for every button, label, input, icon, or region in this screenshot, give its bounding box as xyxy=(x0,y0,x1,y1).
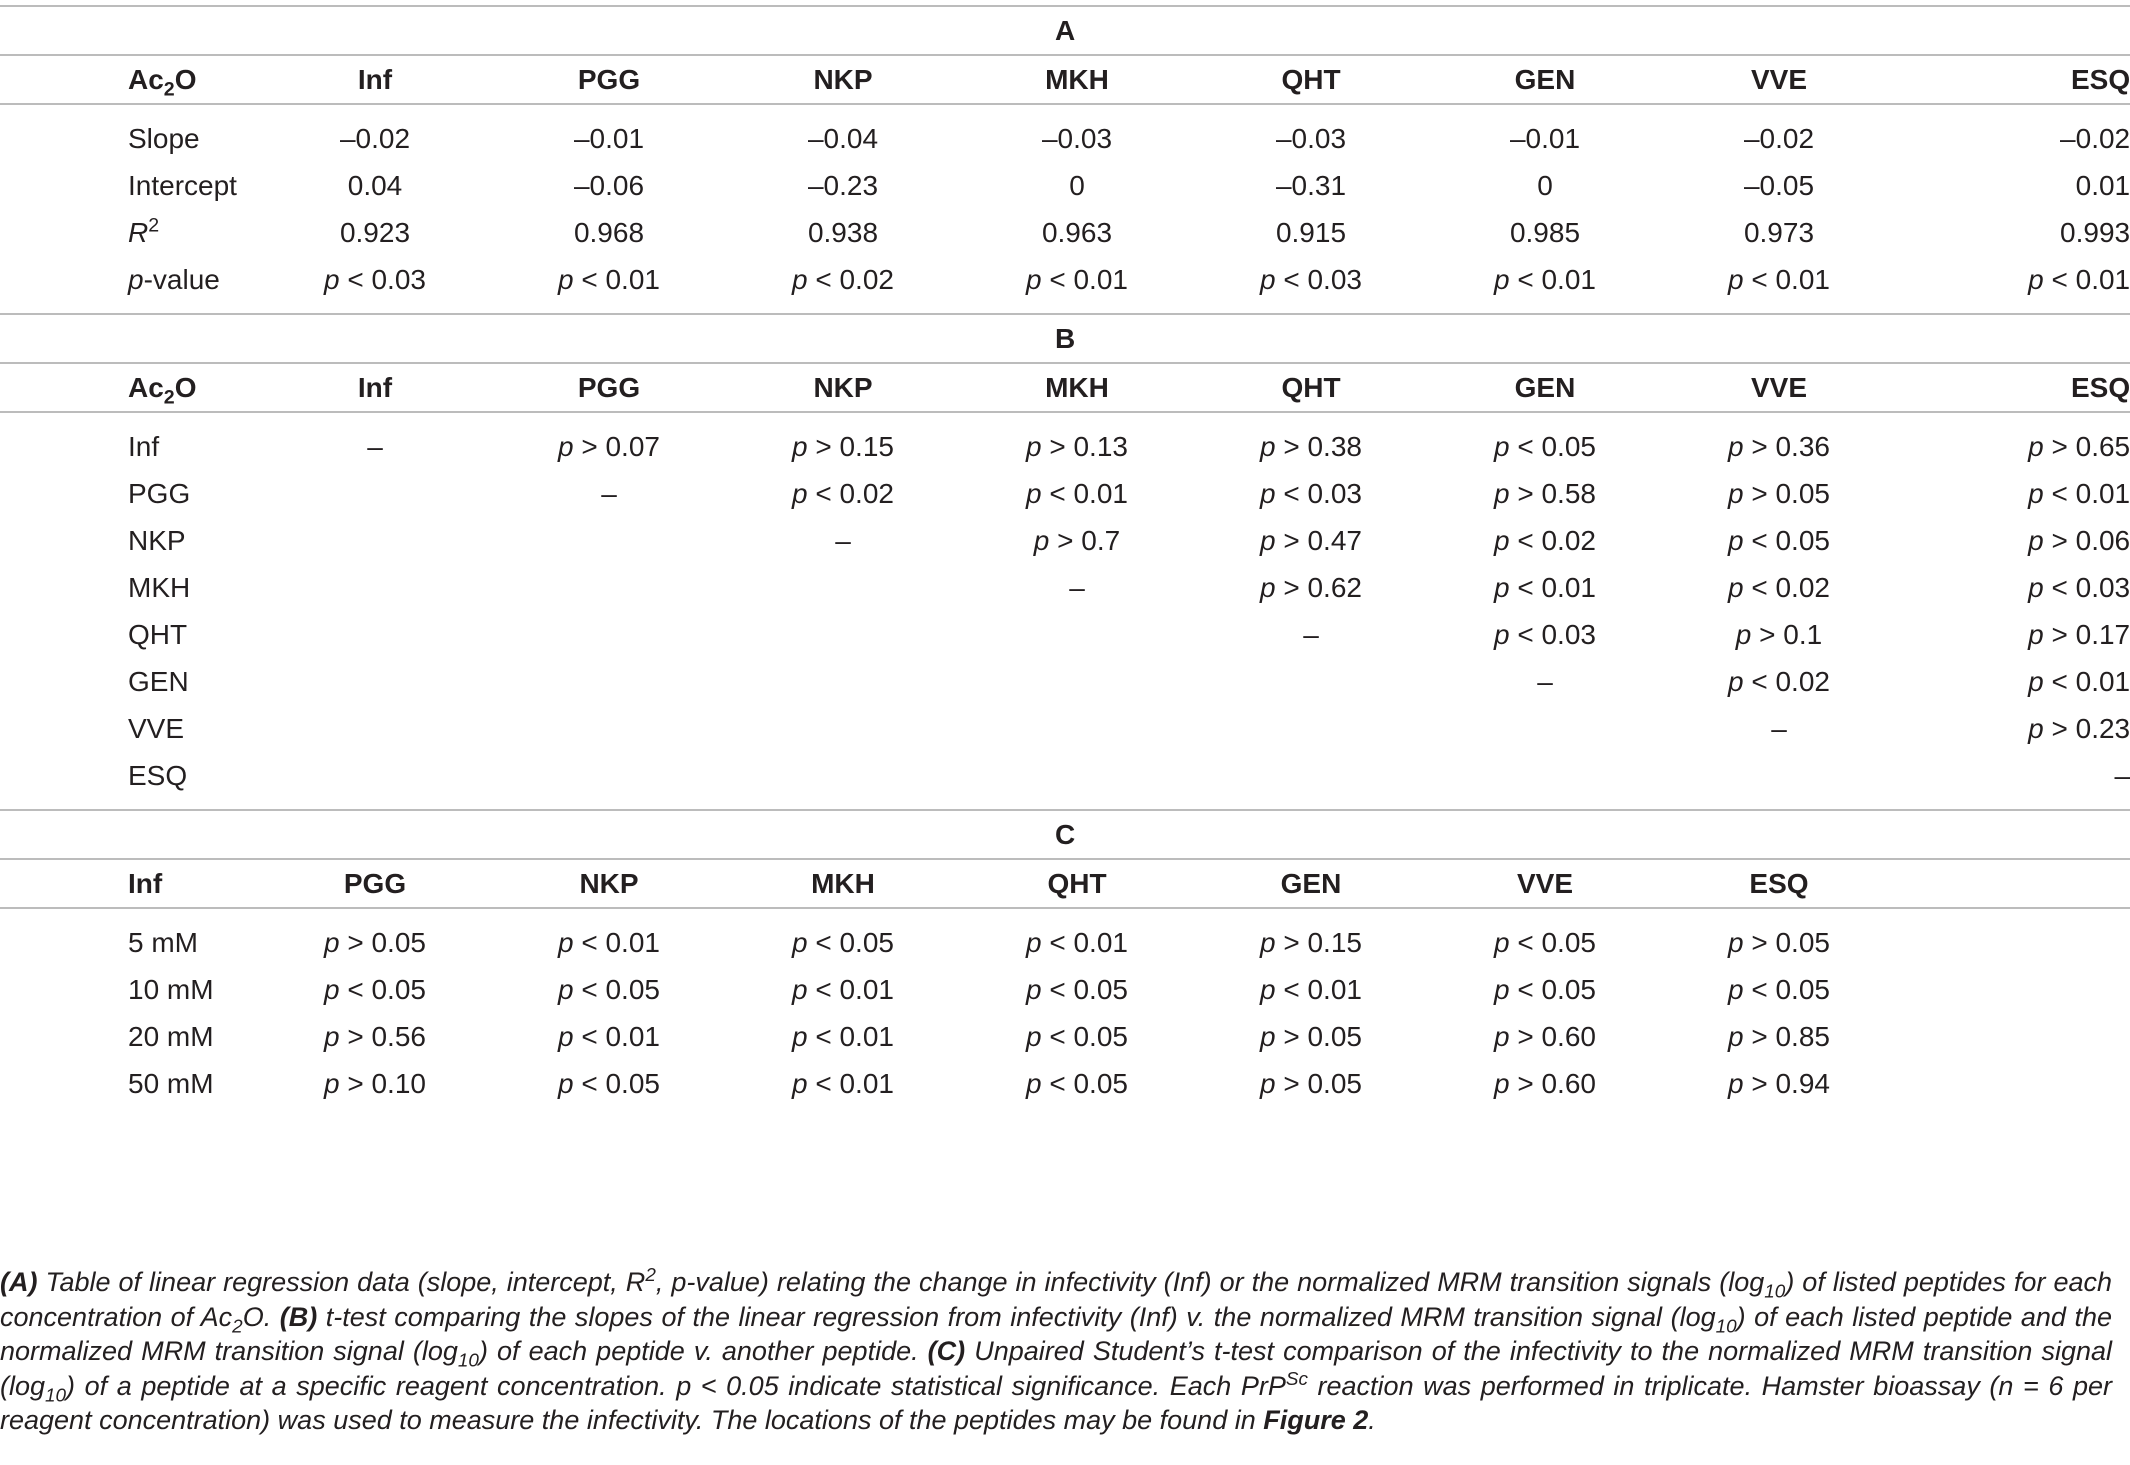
table-cell: p > 0.36 xyxy=(1728,430,1830,462)
header-row xyxy=(0,859,2130,908)
table-cell: p < 0.01 xyxy=(1494,571,1596,603)
caption-b-tag: (B) xyxy=(279,1301,318,1332)
table-cell: p > 0.05 xyxy=(1728,477,1830,509)
table-cell: 0.938 xyxy=(807,216,879,248)
table-cell xyxy=(726,705,960,752)
table-cell: –0.06 xyxy=(573,169,645,201)
table-cell: p > 0.47 xyxy=(1260,524,1362,556)
table-cell: p < 0.03 xyxy=(1260,477,1362,509)
header-row xyxy=(0,363,2130,412)
table-cell xyxy=(258,470,492,517)
table-cell: p < 0.01 xyxy=(1026,263,1128,295)
table-row xyxy=(0,256,2130,314)
table-cell xyxy=(492,611,726,658)
table-cell: – xyxy=(367,430,383,462)
table-cell: p < 0.01 xyxy=(2028,665,2130,697)
table-cell xyxy=(960,611,1194,658)
table-cell: –0.01 xyxy=(573,122,645,154)
table-row xyxy=(0,162,2130,209)
table-row xyxy=(0,908,2130,966)
table-cell: 0.01 xyxy=(2075,169,2130,201)
column-header: QHT xyxy=(960,859,1194,908)
column-header: NKP xyxy=(726,363,960,412)
table-cell xyxy=(960,752,1194,810)
table-cell: 0.973 xyxy=(1743,216,1815,248)
column-header: QHT xyxy=(1194,363,1428,412)
table-cell: p > 0.60 xyxy=(1494,1020,1596,1052)
table-cell: p < 0.01 xyxy=(2028,263,2130,295)
row-label: MKH xyxy=(128,571,191,603)
table-cell: p > 0.23 xyxy=(2028,712,2130,744)
table-cell: p < 0.03 xyxy=(324,263,426,295)
table-cell xyxy=(1896,908,2130,966)
table-cell: –0.02 xyxy=(2060,122,2130,154)
table-cell: 0.923 xyxy=(339,216,411,248)
table-cell: p < 0.02 xyxy=(792,477,894,509)
table-cell: p < 0.01 xyxy=(1260,973,1362,1005)
statistics-table xyxy=(0,5,2130,1117)
table-caption xyxy=(0,1265,2112,1438)
row-label: Inf xyxy=(128,430,160,462)
table-cell xyxy=(258,705,492,752)
table-cell: p < 0.05 xyxy=(324,973,426,1005)
column-header: PGG xyxy=(492,55,726,104)
column-header: NKP xyxy=(492,859,726,908)
table-cell: p < 0.02 xyxy=(792,263,894,295)
row-label: 50 mM xyxy=(128,1067,214,1099)
table-cell: p < 0.05 xyxy=(1728,524,1830,556)
table-cell: –0.03 xyxy=(1041,122,1113,154)
table-cell: p < 0.05 xyxy=(1494,430,1596,462)
table-cell xyxy=(258,658,492,705)
table-cell xyxy=(726,658,960,705)
table-row xyxy=(0,470,2130,517)
table-row xyxy=(0,412,2130,470)
table-cell: 0 xyxy=(1537,169,1553,201)
table-cell: – xyxy=(1303,618,1319,650)
table-row xyxy=(0,705,2130,752)
column-header: VVE xyxy=(1662,55,1896,104)
table-cell: p > 0.06 xyxy=(2028,524,2130,556)
table-cell xyxy=(726,752,960,810)
table-cell: 0.985 xyxy=(1509,216,1581,248)
table-cell: p < 0.05 xyxy=(1494,973,1596,1005)
table-cell: –0.05 xyxy=(1743,169,1815,201)
column-header: NKP xyxy=(726,55,960,104)
column-header: MKH xyxy=(960,363,1194,412)
caption-c-text: Unpaired Student’s t-test comparison of the infectivity to the normalized MRM transition signal $(\log_{10})$ of a peptide at a specific reagent concentration. p < 0.05 indicate statistical significance. Each PrP$^{Sc}$ reaction was performed in triplicate. Hamster bioassay (n = 6 per reagent concentration) was used to measure the infectivity. The locations of the peptides may be found in xyxy=(0,1336,2112,1435)
column-header: Inf xyxy=(258,363,492,412)
table-cell: p < 0.01 xyxy=(1728,263,1830,295)
table-row xyxy=(0,564,2130,611)
table-cell: p < 0.05 xyxy=(792,926,894,958)
table-cell: – xyxy=(1771,712,1787,744)
table-cell: p < 0.01 xyxy=(558,926,660,958)
column-header xyxy=(1896,859,2130,908)
table-cell: p < 0.03 xyxy=(1494,618,1596,650)
table-cell xyxy=(258,752,492,810)
row-label: $R^2$ xyxy=(128,214,160,248)
column-header: MKH xyxy=(726,859,960,908)
table-row xyxy=(0,209,2130,256)
row-label: PGG xyxy=(128,477,191,509)
table-row xyxy=(0,1060,2130,1117)
table-cell: 0.963 xyxy=(1041,216,1113,248)
column-header: ESQ xyxy=(1662,859,1896,908)
table-cell: –0.03 xyxy=(1275,122,1347,154)
row-label: GEN xyxy=(128,665,189,697)
table-row xyxy=(0,966,2130,1013)
table-cell xyxy=(960,705,1194,752)
caption-b-text: t-test comparing the slopes of the linear regression from infectivity (Inf) v. the normalized MRM transition signal $(\log_{10})$ of each listed peptide and the normalized MRM transition signal $(\log_{10})$ of each peptide v. another peptide. xyxy=(0,1301,2112,1372)
table-cell: p > 0.62 xyxy=(1260,571,1362,603)
column-header: GEN xyxy=(1428,55,1662,104)
column-header: MKH xyxy=(960,55,1194,104)
column-header: QHT xyxy=(1194,55,1428,104)
table-cell xyxy=(492,564,726,611)
column-header: PGG xyxy=(258,859,492,908)
table-cell: p > 0.56 xyxy=(324,1020,426,1052)
table-cell: –0.04 xyxy=(807,122,879,154)
table-cell: p < 0.05 xyxy=(1026,1067,1128,1099)
section-label: B xyxy=(0,314,2130,363)
table-cell: p > 0.15 xyxy=(1260,926,1362,958)
table-cell: p < 0.02 xyxy=(1728,571,1830,603)
section-label: C xyxy=(0,810,2130,859)
table-cell: –0.02 xyxy=(339,122,411,154)
column-header: VVE xyxy=(1428,859,1662,908)
table-row xyxy=(0,104,2130,162)
table-cell: p < 0.03 xyxy=(1260,263,1362,295)
header-row xyxy=(0,55,2130,104)
table-cell: p < 0.05 xyxy=(1026,973,1128,1005)
table-cell: p > 0.65 xyxy=(2028,430,2130,462)
column-header: Inf xyxy=(258,55,492,104)
table-cell: p > 0.85 xyxy=(1728,1020,1830,1052)
section-row-section_a xyxy=(0,6,2130,55)
column-header: $Ac_2O$ xyxy=(0,55,258,104)
table-cell: p > 0.58 xyxy=(1494,477,1596,509)
table-row xyxy=(0,658,2130,705)
row-label: 5 mM xyxy=(128,926,198,958)
table-cell: p < 0.01 xyxy=(792,1067,894,1099)
table-cell: – xyxy=(835,524,851,556)
table-cell: 0.968 xyxy=(573,216,645,248)
table-cell: p > 0.94 xyxy=(1728,1067,1830,1099)
table-cell: p < 0.02 xyxy=(1494,524,1596,556)
table-cell xyxy=(492,658,726,705)
caption-a-text: Table of linear regression data (slope, intercept, $R^2$, p-value) relating the change in infectivity (Inf) or the normalized MRM transition signals $(\log_{10})$ of listed peptides for each concentration of $Ac_2O$. xyxy=(0,1265,2112,1337)
section-label: A xyxy=(0,6,2130,55)
table-cell: p > 0.05 xyxy=(1260,1020,1362,1052)
table-cell: –0.31 xyxy=(1275,169,1347,201)
table-body xyxy=(0,6,2130,1117)
table-cell: p < 0.02 xyxy=(1728,665,1830,697)
table-cell: p > 0.07 xyxy=(558,430,660,462)
table-cell: – xyxy=(2114,759,2130,791)
table-row xyxy=(0,517,2130,564)
table-cell: –0.02 xyxy=(1743,122,1815,154)
table-cell: p < 0.05 xyxy=(1494,926,1596,958)
section-row-section_b xyxy=(0,314,2130,363)
table-cell xyxy=(492,752,726,810)
row-label: VVE xyxy=(128,712,185,744)
table-cell: – xyxy=(601,477,617,509)
table-cell: 0.04 xyxy=(347,169,403,201)
table-cell xyxy=(492,517,726,564)
table-cell: p > 0.05 xyxy=(1728,926,1830,958)
table-cell: p < 0.05 xyxy=(558,1067,660,1099)
row-label: p-value xyxy=(128,263,220,295)
table-cell xyxy=(726,564,960,611)
row-label: 10 mM xyxy=(128,973,214,1005)
section-row-section_c xyxy=(0,810,2130,859)
table-cell: p < 0.03 xyxy=(2028,571,2130,603)
table-row xyxy=(0,1013,2130,1060)
table-cell: p < 0.01 xyxy=(1494,263,1596,295)
row-label: QHT xyxy=(128,618,188,650)
column-header: ESQ xyxy=(1896,363,2130,412)
table-cell xyxy=(1896,966,2130,1013)
table-cell: p < 0.05 xyxy=(558,973,660,1005)
table-cell: – xyxy=(1537,665,1553,697)
table-cell: p < 0.05 xyxy=(1728,973,1830,1005)
table-cell: p > 0.7 xyxy=(1033,524,1121,556)
row-label: Intercept xyxy=(128,169,237,201)
table-cell: p < 0.01 xyxy=(1026,926,1128,958)
table-cell xyxy=(492,705,726,752)
table-cell xyxy=(1896,1013,2130,1060)
table-cell: p > 0.17 xyxy=(2028,618,2130,650)
table-cell: p < 0.01 xyxy=(792,973,894,1005)
table-cell: –0.23 xyxy=(807,169,879,201)
caption-c-tag: (C) xyxy=(927,1336,966,1366)
table-row xyxy=(0,611,2130,658)
table-cell xyxy=(1194,658,1428,705)
table-cell: p > 0.05 xyxy=(1260,1067,1362,1099)
caption-end: . xyxy=(1368,1405,1376,1435)
table-cell: p < 0.01 xyxy=(1026,477,1128,509)
row-label: 20 mM xyxy=(128,1020,214,1052)
table-cell xyxy=(1428,705,1662,752)
table-cell xyxy=(1428,752,1662,810)
table-cell: p > 0.1 xyxy=(1735,618,1823,650)
table-cell: p < 0.01 xyxy=(2028,477,2130,509)
row-label: Slope xyxy=(128,122,200,154)
table-cell: 0.993 xyxy=(2060,216,2130,248)
column-header: VVE xyxy=(1662,363,1896,412)
table-cell xyxy=(1896,1060,2130,1117)
table-cell xyxy=(726,611,960,658)
table-cell xyxy=(960,658,1194,705)
column-header: ESQ xyxy=(1896,55,2130,104)
table-cell xyxy=(1194,752,1428,810)
table-cell: p > 0.60 xyxy=(1494,1067,1596,1099)
column-header: $Ac_2O$ xyxy=(0,363,258,412)
table-cell: p > 0.15 xyxy=(792,430,894,462)
table-cell: p > 0.10 xyxy=(324,1067,426,1099)
caption-a-tag: (A) xyxy=(0,1267,38,1297)
column-header: GEN xyxy=(1194,859,1428,908)
table-cell: p < 0.05 xyxy=(1026,1020,1128,1052)
table-row xyxy=(0,752,2130,810)
column-header: PGG xyxy=(492,363,726,412)
table-cell: p > 0.38 xyxy=(1260,430,1362,462)
row-label: ESQ xyxy=(128,759,188,791)
table-cell: p < 0.01 xyxy=(792,1020,894,1052)
table-cell: 0.915 xyxy=(1275,216,1347,248)
table-cell xyxy=(258,517,492,564)
table-cell: 0 xyxy=(1069,169,1085,201)
table-cell: p < 0.01 xyxy=(558,1020,660,1052)
column-header: GEN xyxy=(1428,363,1662,412)
column-header: Inf xyxy=(0,859,258,908)
table-cell: p > 0.05 xyxy=(324,926,426,958)
table-cell xyxy=(258,611,492,658)
table-cell xyxy=(258,564,492,611)
row-label: NKP xyxy=(128,524,186,556)
table-cell: p > 0.13 xyxy=(1026,430,1128,462)
table-cell xyxy=(1194,705,1428,752)
table-cell: –0.01 xyxy=(1509,122,1581,154)
figure-2-link[interactable]: Figure 2 xyxy=(1263,1405,1369,1435)
table-cell xyxy=(1662,752,1896,810)
table-cell: – xyxy=(1069,571,1085,603)
table-cell: p < 0.01 xyxy=(558,263,660,295)
